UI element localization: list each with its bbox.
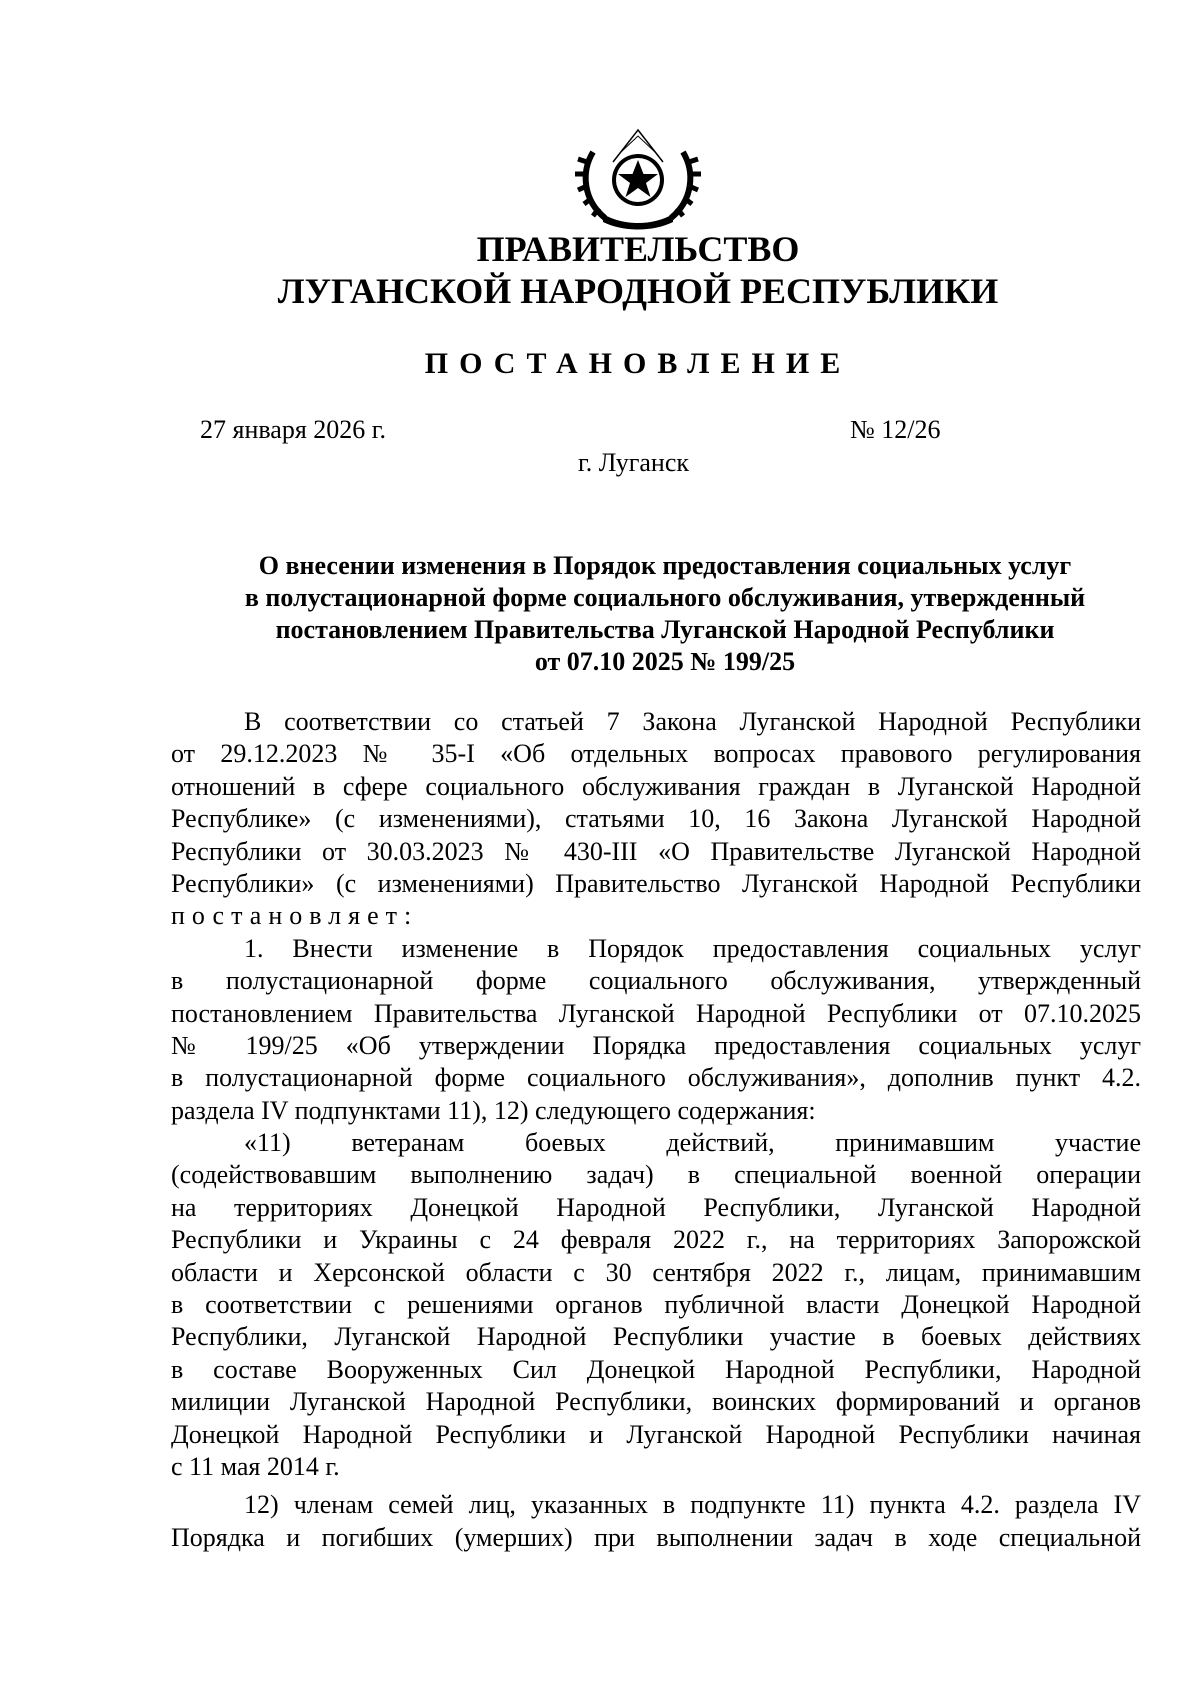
document-type: ПОСТАНОВЛЕНИЕ: [424, 347, 852, 380]
body-line: в составе Вооруженных Сил Донецкой Народной Республики, Народной: [171, 1354, 1141, 1384]
body-line: В соответствии со статьей 7 Закона Луганской Народной Республики: [244, 707, 1141, 736]
body-line: в полустационарной форме социального обслуживания», дополнив пункт 4.2.: [171, 1063, 1141, 1093]
body-line: Республике» (с изменениями), статьями 10, 16 Закона Луганской Народной: [171, 804, 1141, 834]
body-line: в соответствии с решениями органов публичной власти Донецкой Народной: [171, 1290, 1141, 1320]
body-line: № 199/25 «Об утверждении Порядка предоставления социальных услуг: [171, 1030, 1141, 1060]
heading-line: О внесении изменения в Порядок предоставления социальных услуг: [258, 551, 1072, 580]
coat-of-arms-icon: [573, 122, 703, 232]
heading-line: постановлением Правительства Луганской Народной Республики: [275, 615, 1055, 644]
document-body: [171, 706, 1141, 1554]
document-heading: [200, 550, 1130, 678]
government-title-line2: ЛУГАНСКОЙ НАРОДНОЙ РЕСПУБЛИКИ: [277, 271, 999, 311]
body-line: милиции Луганской Народной Республики, воинских формирований и органов: [171, 1387, 1141, 1417]
body-line: области и Херсонской области с 30 сентября 2022 г., лицам, принимавшим: [171, 1257, 1141, 1287]
body-line: на территориях Донецкой Народной Республики, Луганской Народной: [171, 1192, 1141, 1222]
body-line: раздела IV подпунктами 11), 12) следующего содержания:: [171, 1095, 816, 1125]
heading-line: от 07.10 2025 № 199/25: [534, 647, 796, 676]
body-line: 12) членам семей лиц, указанных в подпункте 11) пункта 4.2. раздела IV: [244, 1490, 1141, 1520]
body-line: постановлением Правительства Луганской Народной Республики от 07.10.2025: [171, 998, 1141, 1028]
body-line: «11) ветеранам боевых действий, принимавшим участие: [244, 1128, 1141, 1158]
heading-line: в полустационарной форме социального обслуживания, утвержденный: [244, 583, 1086, 612]
body-line: в полустационарной форме социального обслуживания, утвержденный: [171, 966, 1141, 996]
body-line: Республики и Украины с 24 февраля 2022 г., на территориях Запорожской: [171, 1225, 1141, 1255]
government-title-line1: ПРАВИТЕЛЬСТВО: [476, 229, 800, 269]
document-city: г. Луганск: [578, 448, 690, 477]
body-line: (содействовавшим выполнению задач) в специальной военной операции: [171, 1160, 1141, 1190]
body-line: с 11 мая 2014 г.: [171, 1451, 340, 1481]
body-line: отношений в сфере социального обслуживания граждан в Луганской Народной: [171, 771, 1141, 801]
body-line: 1. Внести изменение в Порядок предоставления социальных услуг: [244, 933, 1141, 963]
body-line: Порядка и погибших (умерших) при выполнении задач в ходе специальной: [171, 1522, 1141, 1552]
body-line: Республики от 30.03.2023 № 430-III «О Правительстве Луганской Народной: [171, 836, 1141, 866]
document-number: № 12/26: [850, 415, 941, 444]
body-line: Республики» (с изменениями) Правительство Луганской Народной Республики: [171, 868, 1141, 898]
document-date: 27 января 2026 г.: [200, 415, 387, 444]
body-line: от 29.12.2023 № 35-I «Об отдельных вопросах правового регулирования: [171, 739, 1141, 769]
body-line: Донецкой Народной Республики и Луганской Народной Республики начиная: [171, 1419, 1141, 1449]
body-line: Республики, Луганской Народной Республики участие в боевых действиях: [171, 1322, 1141, 1352]
body-line-resolves: постановляет:: [171, 901, 419, 931]
